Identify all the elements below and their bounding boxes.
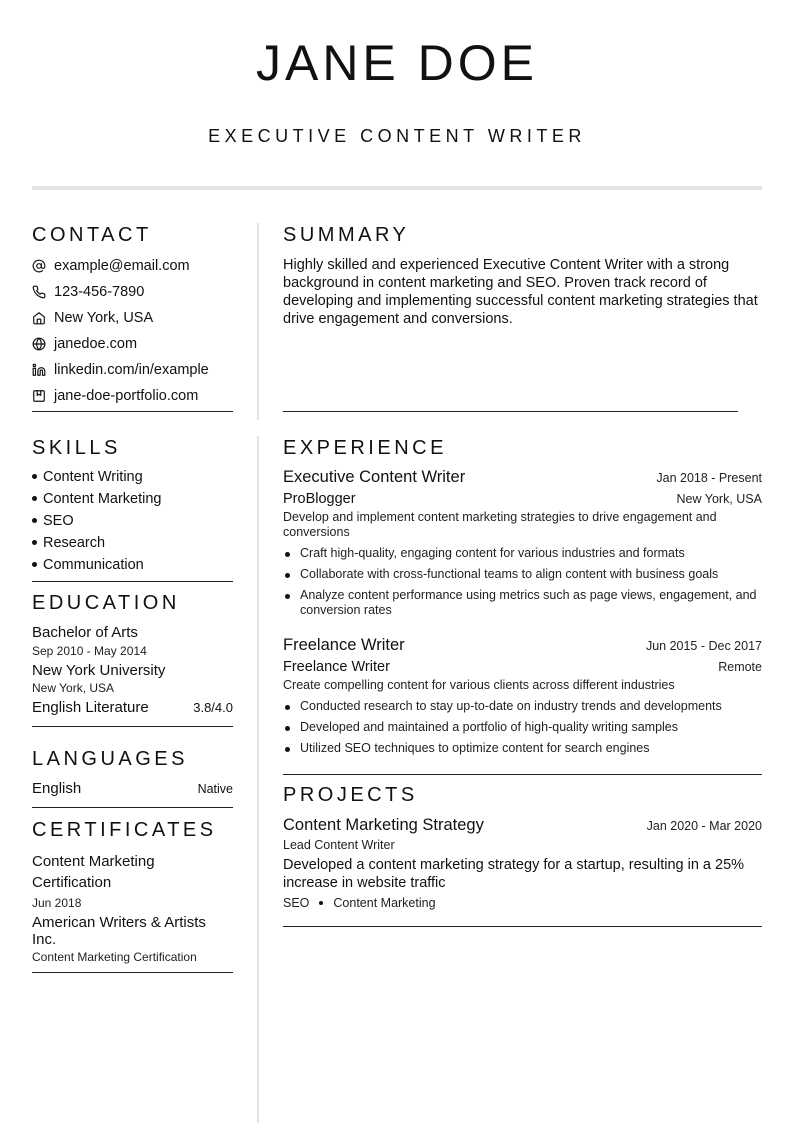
job-description: Create compelling content for various clients across different industries — [283, 678, 675, 692]
job-title: Freelance Writer — [283, 636, 405, 654]
job-company: Freelance Writer — [283, 659, 390, 675]
skills-section — [32, 437, 233, 582]
job-description: Develop and implement content marketing strategies to drive engagement and conversions — [283, 510, 717, 539]
job-location: Remote — [718, 660, 762, 674]
job-location: New York, USA — [676, 492, 762, 506]
certificates-section — [32, 819, 233, 973]
contact-portfolio[interactable] — [32, 383, 233, 409]
skill-item: Content Writing — [32, 466, 233, 488]
job-dates: Jun 2015 - Dec 2017 — [645, 639, 762, 653]
contact-email[interactable] — [32, 253, 233, 279]
project-tag: Content Marketing — [333, 896, 436, 910]
skills-title: SKILLS — [32, 437, 121, 459]
certificate-issuer: American Writers & Artists Inc. — [32, 914, 206, 948]
linkedin-icon — [32, 363, 46, 377]
column-divider-top — [257, 223, 259, 420]
resume-name: JANE DOE — [255, 35, 539, 91]
education-location: New York, USA — [32, 681, 115, 695]
job-bullets — [283, 546, 762, 618]
contact-email-text: example@email.com — [54, 258, 190, 274]
experience-divider — [283, 774, 762, 775]
languages-divider — [32, 807, 233, 808]
projects-section — [283, 784, 762, 910]
certificate-date: Jun 2018 — [32, 896, 82, 910]
contact-section — [32, 224, 233, 412]
skill-item: SEO — [32, 510, 233, 532]
education-dates: Sep 2010 - May 2014 — [32, 644, 147, 658]
at-sign-icon — [32, 259, 46, 273]
job-bullet: Craft high-quality, engaging content for various industries and formats — [283, 546, 762, 561]
education-title: EDUCATION — [32, 592, 180, 614]
home-icon — [32, 311, 46, 325]
job-bullet: Conducted research to stay up-to-date on industry trends and developments — [283, 699, 762, 714]
education-gpa: 3.8/4.0 — [193, 700, 233, 715]
job-bullet: Analyze content performance using metrics such as page views, engagement, and conversion rates — [283, 588, 762, 618]
projects-divider — [283, 926, 762, 927]
job-entry — [283, 468, 762, 618]
phone-icon — [32, 285, 46, 299]
certificate-name: Content Marketing Certification — [32, 853, 155, 891]
summary-text: Highly skilled and experienced Executive Content Writer with a strong background in content marketing and SEO. Proven track record of developing and implementing successful content marketing strategies that drive engagement and conversions. — [283, 257, 758, 327]
education-section — [32, 592, 233, 727]
experience-section — [283, 437, 762, 756]
experience-title: EXPERIENCE — [283, 437, 447, 459]
job-dates: Jan 2018 - Present — [656, 471, 762, 485]
globe-icon — [32, 337, 46, 351]
contact-portfolio-text: jane-doe-portfolio.com — [54, 388, 199, 404]
contact-phone-text: 123-456-7890 — [54, 284, 145, 300]
language-level: Native — [197, 782, 233, 796]
resume-role: EXECUTIVE CONTENT WRITER — [208, 126, 586, 146]
project-dates: Jan 2020 - Mar 2020 — [646, 819, 762, 833]
language-name: English — [32, 780, 82, 797]
education-field: English Literature — [32, 699, 149, 716]
certificates-title: CERTIFICATES — [32, 819, 217, 841]
job-company: ProBlogger — [283, 491, 356, 507]
certificates-divider — [32, 972, 233, 973]
project-name: Content Marketing Strategy — [283, 816, 484, 834]
skill-item: Research — [32, 532, 233, 554]
contact-website[interactable] — [32, 331, 233, 357]
contact-title: CONTACT — [32, 224, 152, 246]
certificate-subtitle: Content Marketing Certification — [32, 950, 197, 964]
job-title: Executive Content Writer — [283, 468, 466, 486]
skills-divider — [32, 581, 233, 582]
projects-title: PROJECTS — [283, 784, 418, 806]
contact-website-text: janedoe.com — [54, 336, 138, 352]
education-degree: Bachelor of Arts — [32, 624, 138, 641]
summary-section — [283, 224, 762, 328]
skill-item: Content Marketing — [32, 488, 233, 510]
project-role: Lead Content Writer — [283, 838, 395, 852]
portfolio-icon — [32, 389, 46, 403]
skill-item: Communication — [32, 554, 233, 576]
job-bullet: Collaborate with cross-functional teams to align content with business goals — [283, 567, 762, 582]
education-school: New York University — [32, 662, 166, 679]
column-divider-bottom — [257, 436, 259, 1123]
education-divider — [32, 726, 233, 727]
job-entry — [283, 636, 762, 756]
job-bullet: Utilized SEO techniques to optimize content for search engines — [283, 741, 762, 756]
contact-linkedin[interactable] — [32, 357, 233, 383]
header-divider — [32, 186, 762, 190]
project-tag: SEO — [283, 896, 310, 910]
project-tags — [283, 896, 762, 910]
contact-divider — [32, 411, 233, 412]
language-item — [32, 780, 233, 797]
project-description: Developed a content marketing strategy for a startup, resulting in a 25% increase in website traffic — [283, 857, 745, 891]
languages-title: LANGUAGES — [32, 748, 188, 770]
summary-title: SUMMARY — [283, 224, 410, 246]
summary-divider — [283, 411, 738, 412]
contact-location-text: New York, USA — [54, 310, 154, 326]
contact-location — [32, 305, 233, 331]
contact-linkedin-text: linkedin.com/in/example — [54, 362, 209, 378]
languages-section — [32, 748, 233, 808]
job-bullets — [283, 699, 762, 756]
job-bullet: Developed and maintained a portfolio of high-quality writing samples — [283, 720, 762, 735]
contact-phone[interactable] — [32, 279, 233, 305]
